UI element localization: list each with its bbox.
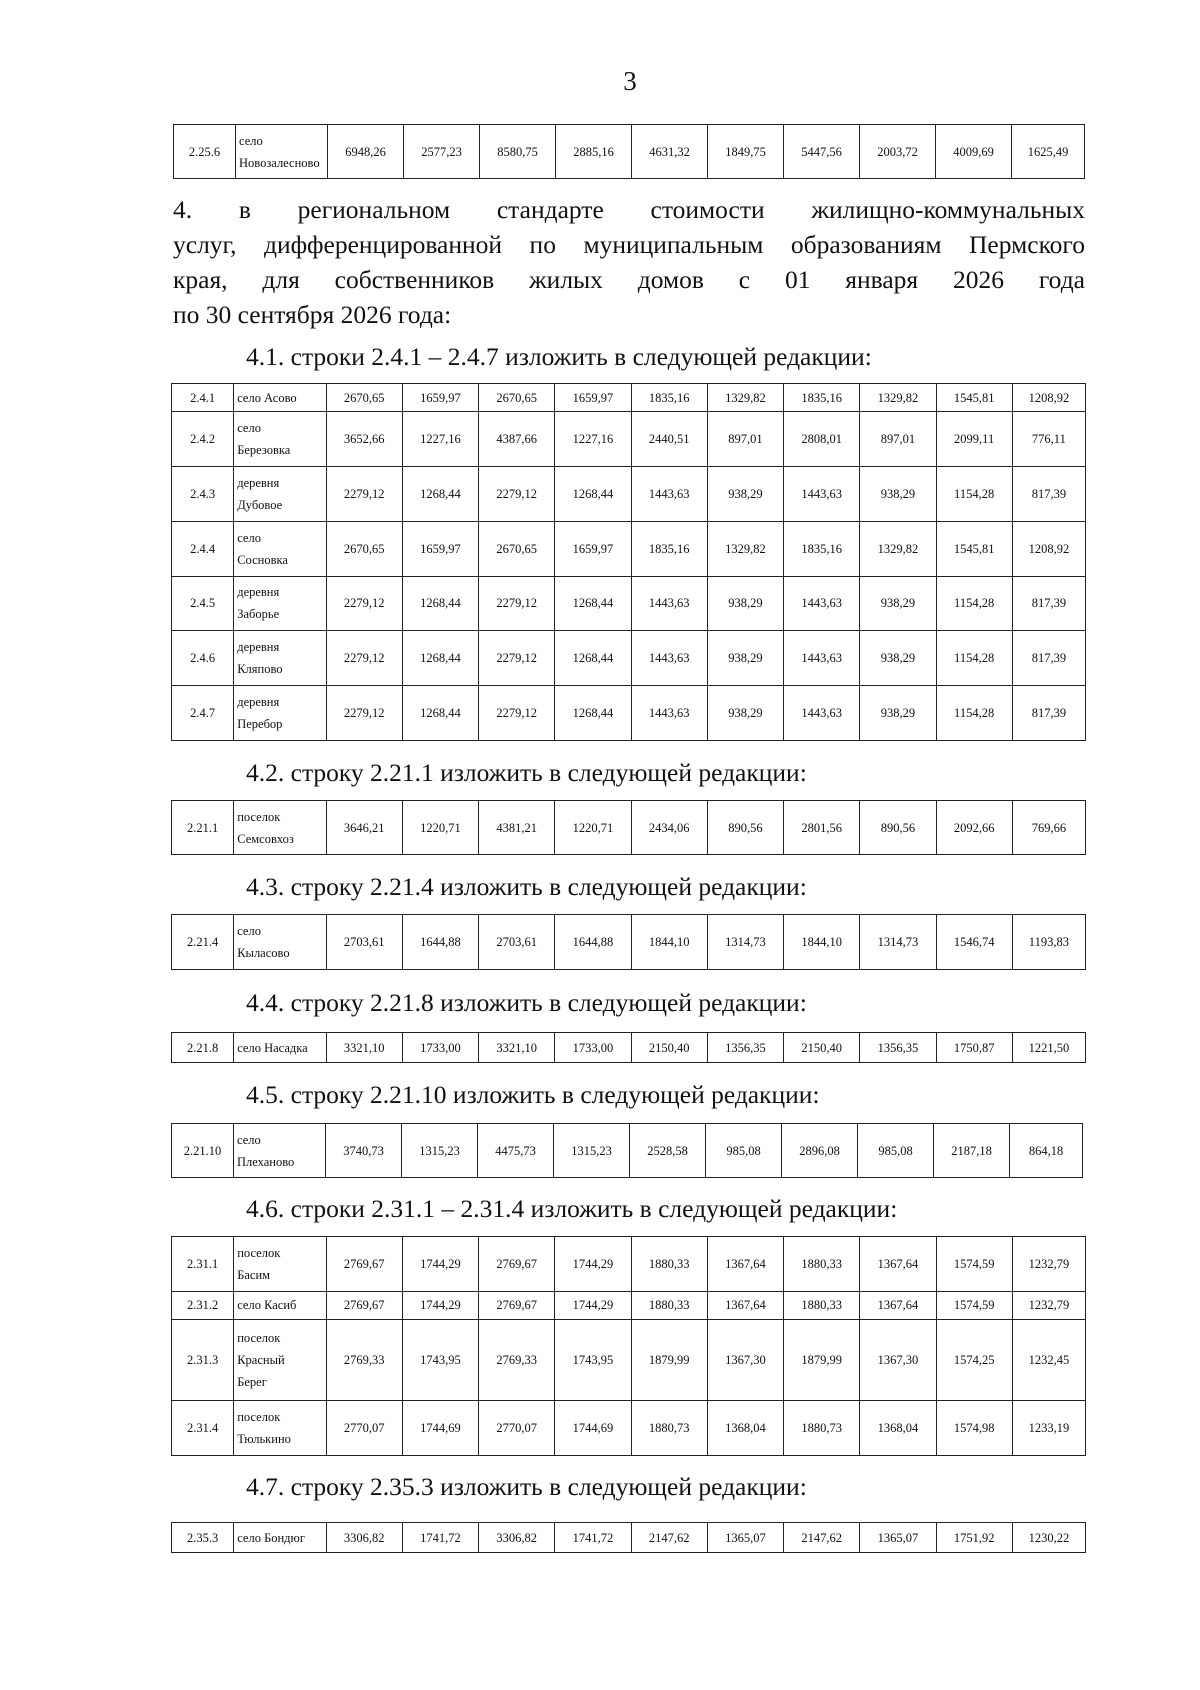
table-row bbox=[172, 466, 1086, 521]
value-cell: 1443,63 bbox=[631, 686, 707, 741]
value-cell: 817,39 bbox=[1012, 631, 1085, 686]
value-cell: 3306,82 bbox=[326, 1523, 402, 1553]
settlement-name-cell bbox=[234, 384, 326, 412]
row-number-cell: 2.21.1 bbox=[172, 801, 234, 855]
row-number-cell: 2.35.3 bbox=[172, 1523, 234, 1553]
value-cell: 2434,06 bbox=[631, 801, 707, 855]
settlement-name-line: село Асово bbox=[237, 390, 297, 405]
settlement-name-line: село bbox=[239, 133, 263, 148]
value-cell: 1329,82 bbox=[860, 521, 936, 576]
value-cell: 2279,12 bbox=[479, 686, 555, 741]
value-cell: 1329,82 bbox=[707, 521, 783, 576]
settlement-name-line: село bbox=[237, 1132, 261, 1147]
value-cell: 1443,63 bbox=[784, 686, 860, 741]
row-number-cell: 2.4.3 bbox=[172, 466, 234, 521]
value-cell: 1268,44 bbox=[555, 631, 631, 686]
value-cell: 1268,44 bbox=[555, 576, 631, 631]
table-row-2-25-6 bbox=[173, 124, 1085, 179]
value-cell: 2769,33 bbox=[326, 1319, 402, 1401]
section-table bbox=[171, 914, 1086, 970]
value-cell: 1208,92 bbox=[1012, 384, 1085, 412]
intro-line: 4. в региональном стандарте стоимости жилищно-коммунальных bbox=[173, 195, 1085, 224]
settlement-name-line: Плеханово bbox=[237, 1154, 295, 1169]
row-number-cell: 2.4.4 bbox=[172, 521, 234, 576]
value-cell: 2896,08 bbox=[782, 1124, 858, 1178]
value-cell: 2279,12 bbox=[479, 631, 555, 686]
value-cell: 769,66 bbox=[1012, 801, 1085, 855]
value-cell: 938,29 bbox=[860, 576, 936, 631]
section-heading: 4.7. строку 2.35.3 изложить в следующей редакции: bbox=[246, 1472, 807, 1501]
value-cell: 1880,33 bbox=[631, 1237, 707, 1292]
value-cell: 1329,82 bbox=[860, 384, 936, 412]
value-cell: 1574,59 bbox=[936, 1291, 1012, 1319]
value-cell: 1368,04 bbox=[860, 1401, 936, 1456]
value-cell: 1879,99 bbox=[631, 1319, 707, 1401]
table-row bbox=[172, 576, 1086, 631]
settlement-name-cell bbox=[234, 1523, 326, 1553]
section-table bbox=[171, 1123, 1083, 1178]
value-cell: 1154,28 bbox=[936, 631, 1012, 686]
settlement-name-line: Заборье bbox=[237, 607, 280, 622]
settlement-name-cell bbox=[234, 1319, 326, 1401]
settlement-name-line: деревня bbox=[237, 640, 280, 655]
value-cell: 2703,61 bbox=[479, 915, 555, 970]
value-cell: 1880,33 bbox=[784, 1237, 860, 1292]
value-cell: 2187,18 bbox=[934, 1124, 1010, 1178]
value-cell: 1744,69 bbox=[555, 1401, 631, 1456]
value-cell: 2003,72 bbox=[860, 125, 936, 179]
value-cell: 1659,97 bbox=[402, 521, 478, 576]
table-row bbox=[172, 1291, 1086, 1319]
value-cell: 817,39 bbox=[1012, 466, 1085, 521]
value-cell: 897,01 bbox=[707, 412, 783, 467]
value-cell: 938,29 bbox=[707, 576, 783, 631]
value-cell: 890,56 bbox=[860, 801, 936, 855]
value-cell: 1659,97 bbox=[555, 521, 631, 576]
settlement-name-line: поселок bbox=[237, 1410, 281, 1425]
value-cell: 2528,58 bbox=[630, 1124, 706, 1178]
value-cell: 2099,11 bbox=[936, 412, 1012, 467]
value-cell: 817,39 bbox=[1012, 576, 1085, 631]
value-cell: 985,08 bbox=[858, 1124, 934, 1178]
value-cell: 2150,40 bbox=[631, 1033, 707, 1063]
value-cell: 1644,88 bbox=[402, 915, 478, 970]
value-cell: 2440,51 bbox=[631, 412, 707, 467]
intro-line: края, для собственников жилых домов с 01 января 2026 года bbox=[173, 265, 1085, 294]
settlement-name-line: Перебор bbox=[237, 717, 283, 732]
value-cell: 1368,04 bbox=[707, 1401, 783, 1456]
value-cell: 1227,16 bbox=[555, 412, 631, 467]
value-cell: 1743,95 bbox=[555, 1319, 631, 1401]
value-cell: 2092,66 bbox=[936, 801, 1012, 855]
value-cell: 1365,07 bbox=[860, 1523, 936, 1553]
value-cell: 1367,64 bbox=[707, 1291, 783, 1319]
section-table bbox=[171, 800, 1086, 855]
settlement-name-cell bbox=[234, 801, 326, 855]
settlement-name-cell bbox=[234, 631, 326, 686]
value-cell: 1741,72 bbox=[555, 1523, 631, 1553]
value-cell: 1879,99 bbox=[784, 1319, 860, 1401]
value-cell: 1314,73 bbox=[860, 915, 936, 970]
value-cell: 1443,63 bbox=[784, 466, 860, 521]
value-cell: 1443,63 bbox=[631, 631, 707, 686]
value-cell: 1154,28 bbox=[936, 466, 1012, 521]
settlement-name-cell bbox=[234, 521, 326, 576]
section-heading: 4.5. строку 2.21.10 изложить в следующей редакции: bbox=[246, 1080, 820, 1109]
value-cell: 1744,29 bbox=[555, 1291, 631, 1319]
settlement-name-line: Березовка bbox=[237, 442, 291, 457]
row-number-cell: 2.31.3 bbox=[172, 1319, 234, 1401]
settlement-name-line: Берег bbox=[237, 1374, 267, 1389]
table-row bbox=[172, 801, 1086, 855]
value-cell: 2670,65 bbox=[479, 521, 555, 576]
value-cell: 3306,82 bbox=[479, 1523, 555, 1553]
settlement-name-line: Сосновка bbox=[237, 552, 288, 567]
settlement-name-cell bbox=[234, 576, 326, 631]
settlement-name-line: деревня bbox=[237, 475, 280, 490]
value-cell: 1880,33 bbox=[784, 1291, 860, 1319]
value-cell: 1154,28 bbox=[936, 686, 1012, 741]
value-cell: 1659,97 bbox=[402, 384, 478, 412]
value-cell: 2147,62 bbox=[631, 1523, 707, 1553]
value-cell: 1208,92 bbox=[1012, 521, 1085, 576]
section-table bbox=[171, 1236, 1086, 1456]
value-cell: 1835,16 bbox=[631, 521, 707, 576]
settlement-name-line: Красный bbox=[237, 1352, 285, 1367]
intro-paragraph bbox=[173, 192, 1085, 332]
value-cell: 4381,21 bbox=[479, 801, 555, 855]
table-row bbox=[172, 1401, 1086, 1456]
settlement-name-line: село bbox=[237, 420, 261, 435]
value-cell: 938,29 bbox=[860, 466, 936, 521]
settlement-name-cell bbox=[234, 1291, 326, 1319]
value-cell: 1880,33 bbox=[631, 1291, 707, 1319]
row-number-cell: 2.4.1 bbox=[172, 384, 234, 412]
value-cell: 3646,21 bbox=[326, 801, 402, 855]
value-cell: 2577,23 bbox=[404, 125, 480, 179]
value-cell: 1367,64 bbox=[707, 1237, 783, 1292]
table-row bbox=[172, 686, 1086, 741]
value-cell: 2279,12 bbox=[326, 466, 402, 521]
value-cell: 1193,83 bbox=[1012, 915, 1085, 970]
value-cell: 1835,16 bbox=[631, 384, 707, 412]
value-cell: 1233,19 bbox=[1012, 1401, 1085, 1456]
section-table bbox=[171, 1522, 1086, 1553]
value-cell: 2885,16 bbox=[556, 125, 632, 179]
value-cell: 938,29 bbox=[707, 686, 783, 741]
value-cell: 1644,88 bbox=[555, 915, 631, 970]
value-cell: 4631,32 bbox=[632, 125, 708, 179]
value-cell: 1230,22 bbox=[1012, 1523, 1085, 1553]
value-cell: 2147,62 bbox=[784, 1523, 860, 1553]
settlement-name-line: село Бондюг bbox=[237, 1530, 306, 1545]
settlement-name-line: село Насадка bbox=[237, 1040, 308, 1055]
value-cell: 3321,10 bbox=[479, 1033, 555, 1063]
value-cell: 1315,23 bbox=[402, 1124, 478, 1178]
value-cell: 817,39 bbox=[1012, 686, 1085, 741]
value-cell: 3321,10 bbox=[326, 1033, 402, 1063]
value-cell: 1574,98 bbox=[936, 1401, 1012, 1456]
value-cell: 1356,35 bbox=[707, 1033, 783, 1063]
value-cell: 938,29 bbox=[707, 631, 783, 686]
table-row bbox=[172, 521, 1086, 576]
row-number-cell: 2.4.6 bbox=[172, 631, 234, 686]
settlement-name-line: Кыласово bbox=[237, 946, 290, 960]
value-cell: 1220,71 bbox=[555, 801, 631, 855]
value-cell: 938,29 bbox=[860, 686, 936, 741]
value-cell: 5447,56 bbox=[784, 125, 860, 179]
value-cell: 1220,71 bbox=[402, 801, 478, 855]
row-number-cell: 2.4.5 bbox=[172, 576, 234, 631]
value-cell: 1835,16 bbox=[784, 521, 860, 576]
value-cell: 2703,61 bbox=[326, 915, 402, 970]
value-cell: 2279,12 bbox=[326, 631, 402, 686]
settlement-name-line: Тюлькино bbox=[237, 1432, 291, 1447]
value-cell: 2769,33 bbox=[479, 1319, 555, 1401]
value-cell: 1741,72 bbox=[402, 1523, 478, 1553]
settlement-name-line: Кляпово bbox=[237, 662, 283, 677]
row-number-cell: 2.21.4 bbox=[172, 915, 234, 970]
value-cell: 1743,95 bbox=[402, 1319, 478, 1401]
value-cell: 1625,49 bbox=[1012, 125, 1085, 179]
value-cell: 1443,63 bbox=[784, 631, 860, 686]
value-cell: 1844,10 bbox=[631, 915, 707, 970]
value-cell: 1232,79 bbox=[1012, 1291, 1085, 1319]
value-cell: 864,18 bbox=[1010, 1124, 1083, 1178]
section-table bbox=[171, 1032, 1086, 1063]
settlement-name-cell bbox=[234, 466, 326, 521]
value-cell: 1268,44 bbox=[402, 466, 478, 521]
settlement-name-cell bbox=[234, 412, 326, 467]
value-cell: 1744,29 bbox=[402, 1237, 478, 1292]
value-cell: 1751,92 bbox=[936, 1523, 1012, 1553]
value-cell: 776,11 bbox=[1012, 412, 1085, 467]
row-number-cell: 2.21.8 bbox=[172, 1033, 234, 1063]
value-cell: 1880,73 bbox=[631, 1401, 707, 1456]
value-cell: 2279,12 bbox=[326, 686, 402, 741]
value-cell: 2670,65 bbox=[326, 384, 402, 412]
value-cell: 2769,67 bbox=[479, 1237, 555, 1292]
value-cell: 938,29 bbox=[707, 466, 783, 521]
value-cell: 2769,67 bbox=[326, 1237, 402, 1292]
value-cell: 6948,26 bbox=[328, 125, 404, 179]
value-cell: 1268,44 bbox=[555, 686, 631, 741]
settlement-name-line: Новозалесново bbox=[239, 155, 320, 170]
value-cell: 1268,44 bbox=[555, 466, 631, 521]
value-cell: 1744,29 bbox=[555, 1237, 631, 1292]
section-table bbox=[171, 383, 1086, 741]
settlement-name-line: село bbox=[237, 530, 261, 545]
settlement-name-line: поселок bbox=[237, 1330, 281, 1345]
value-cell: 1367,30 bbox=[707, 1319, 783, 1401]
value-cell: 1232,45 bbox=[1012, 1319, 1085, 1401]
value-cell: 1844,10 bbox=[784, 915, 860, 970]
row-number-cell: 2.31.1 bbox=[172, 1237, 234, 1292]
value-cell: 2769,67 bbox=[326, 1291, 402, 1319]
table-row bbox=[172, 1033, 1086, 1063]
value-cell: 1443,63 bbox=[631, 576, 707, 631]
value-cell: 3740,73 bbox=[326, 1124, 402, 1178]
value-cell: 1315,23 bbox=[554, 1124, 630, 1178]
value-cell: 938,29 bbox=[860, 631, 936, 686]
settlement-name-cell bbox=[234, 1237, 326, 1292]
value-cell: 1546,74 bbox=[936, 915, 1012, 970]
settlement-name-line: Семсовхоз bbox=[237, 831, 294, 846]
row-number-cell: 2.31.4 bbox=[172, 1401, 234, 1456]
value-cell: 2279,12 bbox=[479, 576, 555, 631]
value-cell: 1356,35 bbox=[860, 1033, 936, 1063]
value-cell: 1744,29 bbox=[402, 1291, 478, 1319]
value-cell: 1443,63 bbox=[784, 576, 860, 631]
settlement-name-line: деревня bbox=[237, 585, 280, 600]
table-row bbox=[172, 412, 1086, 467]
table-row bbox=[172, 631, 1086, 686]
settlement-name-cell bbox=[234, 915, 326, 970]
section-heading: 4.2. строку 2.21.1 изложить в следующей редакции: bbox=[246, 758, 807, 787]
table-row bbox=[172, 915, 1086, 970]
page-number: 3 bbox=[623, 66, 637, 96]
settlement-name-cell bbox=[234, 1401, 326, 1456]
table-row bbox=[172, 1319, 1086, 1401]
section-heading: 4.1. строки 2.4.1 – 2.4.7 изложить в следующей редакции: bbox=[246, 342, 872, 371]
value-cell: 1367,64 bbox=[860, 1291, 936, 1319]
table-row bbox=[174, 125, 1085, 179]
value-cell: 2670,65 bbox=[326, 521, 402, 576]
value-cell: 3652,66 bbox=[326, 412, 402, 467]
table-row bbox=[172, 384, 1086, 412]
row-number-cell: 2.4.2 bbox=[172, 412, 234, 467]
table-row bbox=[172, 1124, 1083, 1178]
value-cell: 1880,73 bbox=[784, 1401, 860, 1456]
value-cell: 1443,63 bbox=[631, 466, 707, 521]
value-cell: 1314,73 bbox=[707, 915, 783, 970]
value-cell: 4387,66 bbox=[479, 412, 555, 467]
settlement-name-line: село Касиб bbox=[237, 1298, 297, 1313]
row-number-cell: 2.4.7 bbox=[172, 686, 234, 741]
value-cell: 985,08 bbox=[706, 1124, 782, 1178]
settlement-name-line: Басим bbox=[237, 1267, 271, 1282]
value-cell: 1367,64 bbox=[860, 1237, 936, 1292]
settlement-name-line: поселок bbox=[237, 1245, 281, 1260]
value-cell: 1268,44 bbox=[402, 631, 478, 686]
settlement-name-cell bbox=[234, 1124, 326, 1178]
value-cell: 1545,81 bbox=[936, 384, 1012, 412]
value-cell: 4475,73 bbox=[478, 1124, 554, 1178]
value-cell: 1659,97 bbox=[555, 384, 631, 412]
value-cell: 2770,07 bbox=[479, 1401, 555, 1456]
value-cell: 2808,01 bbox=[784, 412, 860, 467]
value-cell: 1733,00 bbox=[402, 1033, 478, 1063]
value-cell: 1750,87 bbox=[936, 1033, 1012, 1063]
settlement-name-line: деревня bbox=[237, 695, 280, 710]
value-cell: 1574,59 bbox=[936, 1237, 1012, 1292]
row-number-cell: 2.21.10 bbox=[172, 1124, 234, 1178]
section-heading: 4.4. строку 2.21.8 изложить в следующей редакции: bbox=[246, 988, 807, 1017]
value-cell: 2770,07 bbox=[326, 1401, 402, 1456]
value-cell: 1329,82 bbox=[707, 384, 783, 412]
section-heading: 4.6. строки 2.31.1 – 2.31.4 изложить в следующей редакции: bbox=[246, 1194, 898, 1223]
settlement-name-cell bbox=[236, 125, 328, 179]
value-cell: 1835,16 bbox=[784, 384, 860, 412]
value-cell: 1849,75 bbox=[708, 125, 784, 179]
value-cell: 1365,07 bbox=[707, 1523, 783, 1553]
settlement-name-line: Дубовое bbox=[237, 497, 283, 512]
row-number-cell: 2.31.2 bbox=[172, 1291, 234, 1319]
row-number-cell: 2.25.6 bbox=[174, 125, 236, 179]
value-cell: 1227,16 bbox=[402, 412, 478, 467]
intro-line: по 30 сентября 2026 года: bbox=[173, 300, 452, 329]
table-row bbox=[172, 1523, 1086, 1553]
value-cell: 1232,79 bbox=[1012, 1237, 1085, 1292]
settlement-name-cell bbox=[234, 1033, 326, 1063]
value-cell: 897,01 bbox=[860, 412, 936, 467]
value-cell: 1367,30 bbox=[860, 1319, 936, 1401]
value-cell: 2279,12 bbox=[326, 576, 402, 631]
value-cell: 4009,69 bbox=[936, 125, 1012, 179]
value-cell: 2279,12 bbox=[479, 466, 555, 521]
settlement-name-cell bbox=[234, 686, 326, 741]
intro-line: услуг, дифференцированной по муниципальным образованиям Пермского bbox=[173, 230, 1085, 259]
value-cell: 8580,75 bbox=[480, 125, 556, 179]
value-cell: 1545,81 bbox=[936, 521, 1012, 576]
value-cell: 2670,65 bbox=[479, 384, 555, 412]
value-cell: 1744,69 bbox=[402, 1401, 478, 1456]
value-cell: 2150,40 bbox=[784, 1033, 860, 1063]
value-cell: 1574,25 bbox=[936, 1319, 1012, 1401]
section-heading: 4.3. строку 2.21.4 изложить в следующей редакции: bbox=[246, 872, 807, 901]
value-cell: 2801,56 bbox=[784, 801, 860, 855]
value-cell: 1221,50 bbox=[1012, 1033, 1085, 1063]
value-cell: 1154,28 bbox=[936, 576, 1012, 631]
value-cell: 1268,44 bbox=[402, 576, 478, 631]
settlement-name-line: село bbox=[237, 924, 261, 938]
table-row bbox=[172, 1237, 1086, 1292]
settlement-name-line: поселок bbox=[237, 809, 281, 824]
value-cell: 890,56 bbox=[707, 801, 783, 855]
value-cell: 1268,44 bbox=[402, 686, 478, 741]
value-cell: 1733,00 bbox=[555, 1033, 631, 1063]
value-cell: 2769,67 bbox=[479, 1291, 555, 1319]
